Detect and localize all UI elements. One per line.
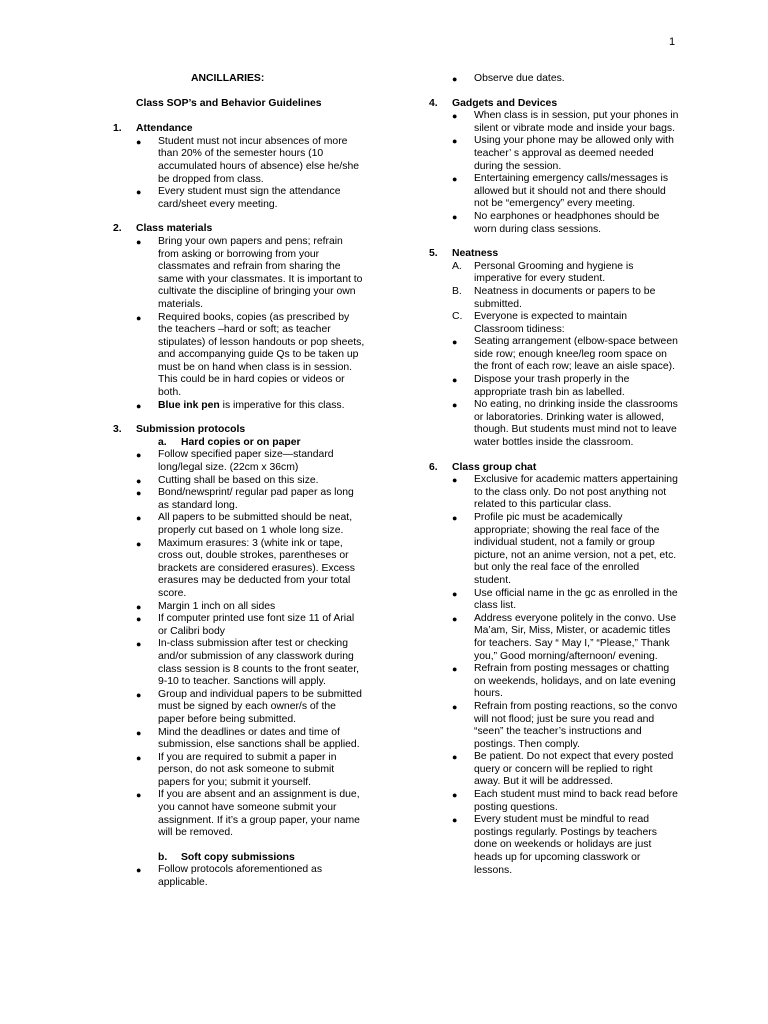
section-heading xyxy=(429,248,679,261)
section-title: Gadgets and Devices xyxy=(452,97,558,109)
list-item xyxy=(136,864,365,889)
bullet-icon: ● xyxy=(452,337,458,348)
item-text: Refrain from posting reactions, so the convo will not flood; just be sure you read and “seen” the teacher’s instructions and postings. Then comply. xyxy=(474,700,678,750)
item-text: Follow protocols aforementioned as applicable. xyxy=(158,864,323,889)
bullet-icon: ● xyxy=(452,588,458,599)
bullet-icon: ● xyxy=(452,136,458,147)
bullet-icon: ● xyxy=(452,74,458,84)
subsection-heading-hard-copies xyxy=(158,437,365,450)
item-text: Profile pic must be academically appropriate; showing the real face of the individual student, not a family or group picture, not an anime version, not a pet, etc. but only the real face of the enrolled student. xyxy=(474,512,677,586)
bullet-icon: ● xyxy=(136,689,142,700)
bullet-list xyxy=(113,449,365,839)
left-column xyxy=(113,73,365,902)
item-text: Use official name in the gc as enrolled in the class list. xyxy=(474,587,678,612)
list-item xyxy=(452,474,679,512)
section-title: Submission protocols xyxy=(136,424,246,436)
item-text xyxy=(158,400,345,413)
item-text: Mind the deadlines or dates and time of submission, else sanctions shall be applied. xyxy=(158,726,360,751)
document-title: ANCILLARIES: xyxy=(191,73,265,84)
document-subtitle: Class SOP’s and Behavior Guidelines xyxy=(136,97,322,109)
section-continued xyxy=(429,73,679,86)
item-text: Everyone is expected to maintain Classroom tidiness: xyxy=(474,311,628,335)
list-item xyxy=(452,110,679,135)
item-text: Observe due dates. xyxy=(474,73,565,84)
section-number: 4. xyxy=(429,97,438,109)
bullet-list xyxy=(429,474,679,877)
item-text: No earphones or headphones should be worn during class sessions. xyxy=(474,210,660,235)
list-item xyxy=(136,613,365,638)
list-item xyxy=(136,236,365,312)
item-text: If computer printed use font size 11 of Arial or Calibri body xyxy=(158,613,355,637)
item-text: If you are absent and an assignment is due, you cannot have someone submit your assignment. If it’s a group paper, your name will be removed. xyxy=(158,789,360,839)
section-number: 3. xyxy=(113,424,122,436)
list-item xyxy=(452,789,679,814)
bullet-icon: ● xyxy=(136,488,142,499)
item-text: Maximum erasures: 3 (white ink or tape, cross out, double strokes, parentheses or brackets are considered erasures). Excess erasures may be deducted from your total score. xyxy=(158,537,355,599)
bullet-icon: ● xyxy=(136,312,142,323)
bullet-icon: ● xyxy=(136,400,142,411)
bullet-icon: ● xyxy=(452,790,458,801)
section-attendance xyxy=(113,123,365,211)
bullet-icon: ● xyxy=(452,475,458,486)
list-item xyxy=(136,312,365,400)
section-number: 6. xyxy=(429,461,438,473)
item-text: Entertaining emergency calls/messages is allowed but it should not and there should not be “emergency” every meeting. xyxy=(474,173,669,210)
list-item xyxy=(452,399,679,449)
bullet-icon: ● xyxy=(452,613,458,624)
bullet-icon: ● xyxy=(136,865,142,876)
list-item xyxy=(452,588,679,613)
item-letter: A. xyxy=(452,260,462,272)
bullet-icon: ● xyxy=(136,136,142,147)
subsection-title: Soft copy submissions xyxy=(181,851,295,863)
list-item xyxy=(136,400,365,413)
bullet-icon: ● xyxy=(136,450,142,461)
bullet-list xyxy=(113,136,365,212)
list-item xyxy=(452,135,679,173)
section-heading xyxy=(429,98,679,111)
list-item xyxy=(136,789,365,839)
item-letter: C. xyxy=(452,311,463,323)
section-title: Attendance xyxy=(136,123,193,135)
bullet-icon: ● xyxy=(452,400,458,411)
item-text: Neatness in documents or papers to be submitted. xyxy=(474,285,656,310)
section-heading xyxy=(113,424,365,437)
list-item xyxy=(452,751,679,789)
item-text: Personal Grooming and hygiene is imperative for every student. xyxy=(474,260,634,285)
subsection-number: b. xyxy=(158,851,168,863)
item-text: Each student must mind to back read before posting questions. xyxy=(474,789,678,813)
section-submission-protocols xyxy=(113,424,365,889)
bullet-icon: ● xyxy=(452,513,458,523)
item-text: Be patient. Do not expect that every posted query or concern will be replied to right away. But it will be addressed. xyxy=(474,751,674,788)
item-text: In-class submission after test or checking and/or submission of any classwork during class session is 8 counts to the front seater, 9-10 to teacher. Sanctions will apply. xyxy=(158,638,359,688)
section-class-materials xyxy=(113,223,365,412)
list-item xyxy=(136,475,365,488)
item-text: Group and individual papers to be submitted must be signed by each owner/s of the paper before being submitted. xyxy=(158,688,362,725)
section-title: Class group chat xyxy=(452,461,537,473)
bullet-list xyxy=(429,110,679,236)
bullet-list xyxy=(113,864,365,889)
item-letter: B. xyxy=(452,285,462,297)
item-text: Every student must sign the attendance card/sheet every meeting. xyxy=(158,186,341,210)
item-text: Bring your own papers and pens; refrain from asking or borrowing from your classmates and refrain from sharing the same with your classmates. It is important to cultivate the discipline of bringing your own materials. xyxy=(158,235,363,310)
section-number: 1. xyxy=(113,123,122,135)
item-text: All papers to be submitted should be neat, properly cut based on 1 whole long size. xyxy=(158,512,353,536)
list-item xyxy=(136,689,365,727)
bullet-icon: ● xyxy=(136,727,142,738)
bullet-icon: ● xyxy=(136,236,142,247)
item-text: Cutting shall be based on this size. xyxy=(158,474,319,486)
list-item xyxy=(452,512,679,588)
list-item xyxy=(452,613,679,663)
list-item xyxy=(136,727,365,752)
section-number: 5. xyxy=(429,248,438,260)
list-item xyxy=(136,512,365,537)
item-text: Student must not incur absences of more than 20% of the semester hours (10 accumulated hours of absence) else he/she be dropped from class. xyxy=(158,135,360,185)
item-text-rest: is imperative for this class. xyxy=(219,399,345,411)
bullet-icon: ● xyxy=(136,614,142,625)
list-item xyxy=(452,663,679,701)
item-text: Margin 1 inch on all sides xyxy=(158,600,276,612)
list-item xyxy=(136,136,365,186)
bullet-icon: ● xyxy=(452,111,458,122)
bullet-list xyxy=(429,73,679,86)
list-item xyxy=(452,336,679,374)
item-text: Dispose your trash properly in the appropriate trash bin as labelled. xyxy=(474,374,630,398)
lettered-list xyxy=(429,261,679,337)
section-heading xyxy=(429,462,679,475)
item-text: Using your phone may be allowed only with teacher’ s approval as deemed needed during the session. xyxy=(474,135,674,172)
bullet-list xyxy=(429,336,679,449)
item-text: No eating, no drinking inside the classrooms or laboratories. Drinking water is allowed, though. But students must mind not to leave water bottles inside the classroom. xyxy=(474,399,678,449)
list-item xyxy=(452,701,679,751)
subsection-number: a. xyxy=(158,436,167,448)
item-text: Address everyone politely in the convo. Use Ma’am, Sir, Miss, Mister, or academic titles for teachers. Say “ May I,” “Please,” Thank you,” Good morning/afternoon/ evening. xyxy=(474,612,677,662)
bullet-icon: ● xyxy=(136,475,142,486)
bullet-icon: ● xyxy=(136,752,142,763)
list-item xyxy=(452,261,679,286)
list-item xyxy=(136,538,365,601)
section-heading xyxy=(113,123,365,136)
bullet-icon: ● xyxy=(136,187,142,198)
section-gadgets-devices xyxy=(429,98,679,237)
list-item xyxy=(136,638,365,688)
bullet-icon: ● xyxy=(136,513,142,524)
section-title: Neatness xyxy=(452,248,499,260)
bullet-icon: ● xyxy=(452,211,458,222)
list-item xyxy=(136,487,365,512)
bullet-icon: ● xyxy=(136,538,142,549)
list-item xyxy=(452,311,679,336)
list-item xyxy=(452,73,679,86)
bullet-icon: ● xyxy=(136,790,142,801)
bullet-icon: ● xyxy=(452,752,458,763)
item-text: Follow specified paper size—standard long/legal size. (22cm x 36cm) xyxy=(158,449,334,474)
section-heading xyxy=(113,223,365,236)
right-column xyxy=(429,73,679,889)
emphasis-text: Blue ink pen xyxy=(158,399,220,411)
bullet-icon: ● xyxy=(136,601,142,612)
list-item xyxy=(452,211,679,236)
bullet-icon: ● xyxy=(452,375,458,386)
item-text: Bond/newsprint/ regular pad paper as long as standard long. xyxy=(158,487,354,511)
list-item xyxy=(452,173,679,211)
list-item xyxy=(452,286,679,311)
subsection-title: Hard copies or on paper xyxy=(181,436,301,448)
bullet-icon: ● xyxy=(452,701,458,712)
bullet-list xyxy=(113,236,365,412)
list-item xyxy=(136,449,365,474)
subsection-heading-soft-copy xyxy=(158,852,365,865)
item-text: If you are required to submit a paper in person, do not ask someone to submit papers for you; submit it yourself. xyxy=(158,751,337,788)
item-text: Exclusive for academic matters appertaining to the class only. Do not post anything not related to this particular class. xyxy=(474,474,678,511)
list-item xyxy=(452,814,679,877)
section-neatness xyxy=(429,248,679,450)
list-item xyxy=(452,374,679,399)
section-title: Class materials xyxy=(136,223,213,235)
list-item xyxy=(136,752,365,790)
item-text: When class is in session, put your phones in silent or vibrate mode and inside your bags. xyxy=(474,110,679,134)
list-item xyxy=(136,601,365,614)
page-number: 1 xyxy=(669,36,676,48)
bullet-icon: ● xyxy=(136,639,142,650)
item-text: Required books, copies (as prescribed by the teachers –hard or soft; as teacher stipulates) of lesson handouts or pop sheets, and accompanying guide Qs to be taken up must be on hand when class is in session. This could be in hard copies or videos or both. xyxy=(158,311,365,399)
item-text: Every student must be mindful to read postings regularly. Postings by teachers done on weekends or holidays are just heads up for upcoming classwork or lessons. xyxy=(474,814,657,876)
section-class-group-chat xyxy=(429,462,679,878)
section-number: 2. xyxy=(113,223,122,235)
item-text: Refrain from posting messages or chatting on weekends, holidays, and on late evening hours. xyxy=(474,663,676,700)
bullet-icon: ● xyxy=(452,815,458,826)
item-text: Seating arrangement (elbow-space between side row; enough knee/leg room space on the front of each row; leave an aisle space). xyxy=(474,336,678,373)
bullet-icon: ● xyxy=(452,174,458,185)
bullet-icon: ● xyxy=(452,664,458,675)
list-item xyxy=(136,186,365,211)
